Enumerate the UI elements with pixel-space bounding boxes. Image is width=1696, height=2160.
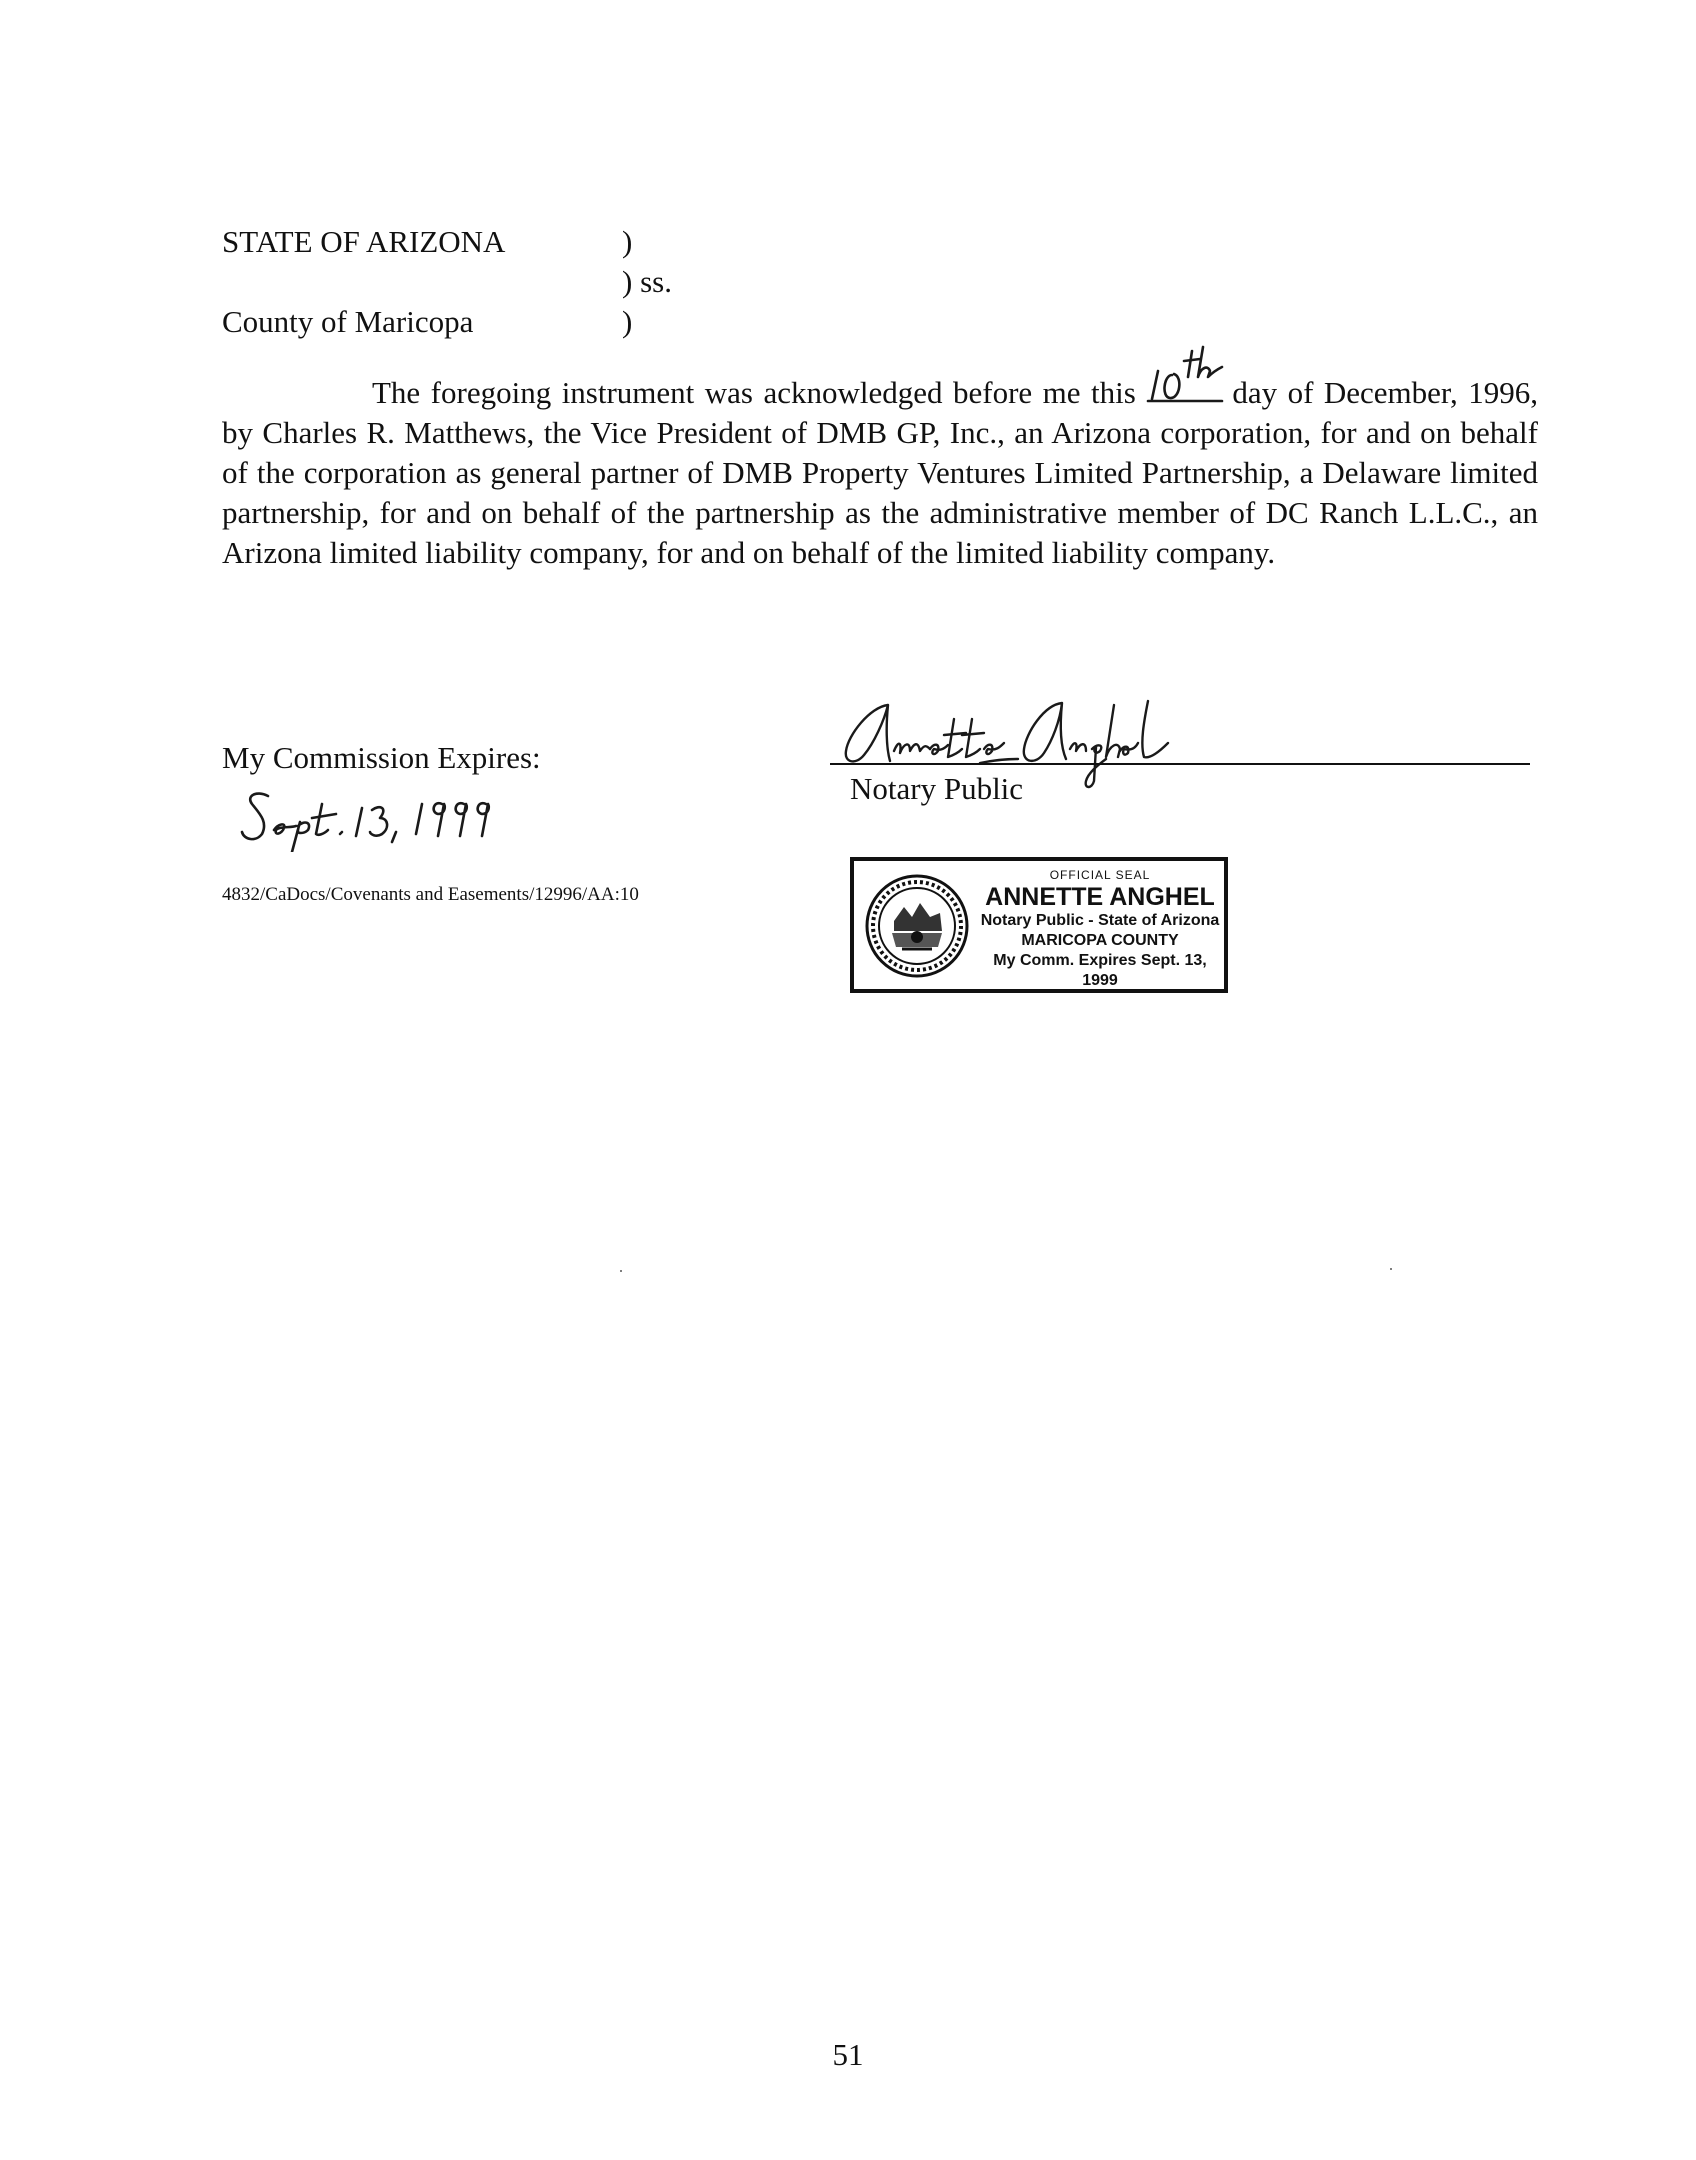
venue-ss-row xyxy=(222,262,742,302)
seal-county: MARICOPA COUNTY xyxy=(1021,932,1179,949)
venue-state-row xyxy=(222,222,742,262)
handwritten-day xyxy=(1146,373,1232,403)
notary-public-title: Notary Public xyxy=(850,771,1024,806)
signature-line xyxy=(830,763,1530,765)
venue-ss: ) ss. xyxy=(622,264,672,299)
handwritten-day-ink xyxy=(1146,337,1236,407)
seal-expiration: My Comm. Expires Sept. 13, 1999 xyxy=(993,952,1207,989)
acknowledgment-paragraph xyxy=(222,373,1538,573)
venue-paren: ) xyxy=(622,224,633,259)
state-seal-emblem-icon xyxy=(864,873,970,979)
venue-block xyxy=(222,222,742,342)
seal-text xyxy=(974,867,1226,991)
page-number: 51 xyxy=(832,2037,864,2072)
scan-speck xyxy=(1390,1268,1392,1270)
venue-state: STATE OF ARIZONA xyxy=(222,224,506,259)
document-reference-code: 4832/CaDocs/Covenants and Easements/12996/AA:10 xyxy=(222,884,639,905)
signature-block xyxy=(830,685,1530,805)
seal-notary-name: ANNETTE ANGHEL xyxy=(985,883,1215,911)
venue-county: County of Maricopa xyxy=(222,304,474,339)
notary-official-seal xyxy=(850,857,1228,993)
scan-speck xyxy=(620,1270,622,1272)
handwritten-commission-date xyxy=(238,782,518,857)
venue-paren: ) xyxy=(622,304,633,339)
acknowledgment-text-start: The foregoing instrument was acknowledged before me this xyxy=(372,375,1136,410)
acknowledgment-text-end: day of December, 1996, by Charles R. Matthews, the Vice President of DMB GP, Inc., an Arizona corporation, for and on behalf of the corporation as general partner of DMB Property Ventures Limited Partnership, a Delaware limited partnership, for and on behalf of the partnership as the administrative member of DC Ranch L.L.C., an Arizona limited liability company, for and on behalf of the limited liability company. xyxy=(222,375,1539,570)
seal-official-seal-line: OFFICIAL SEAL xyxy=(1049,868,1151,882)
venue-county-row xyxy=(222,302,742,342)
seal-notary-state: Notary Public - State of Arizona xyxy=(980,912,1220,929)
handwritten-date-ink xyxy=(238,782,518,852)
commission-expires-label: My Commission Expires: xyxy=(222,740,541,775)
